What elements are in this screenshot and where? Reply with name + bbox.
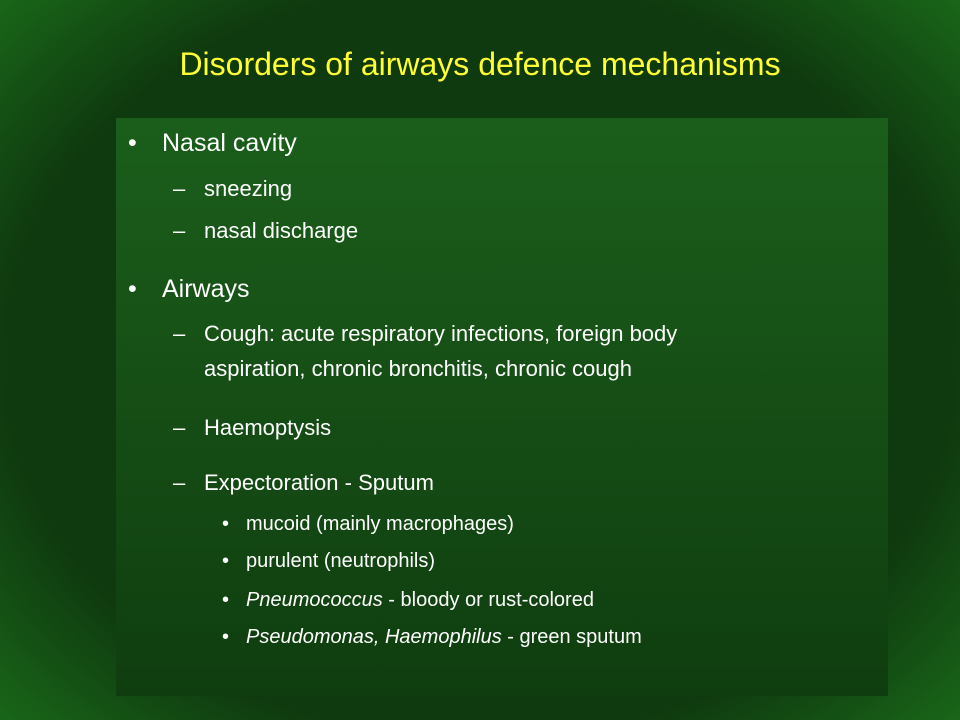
heading-nasal-cavity: Nasal cavity xyxy=(162,129,297,157)
sputum-pneumococcus xyxy=(246,589,594,612)
heading-airways: Airways xyxy=(162,275,250,303)
organism-pseudomonas: Pseudomonas, Haemophilus xyxy=(246,626,502,648)
bullet-nasal-cavity: • xyxy=(128,129,137,157)
slide-title: Disorders of airways defence mechanisms xyxy=(179,46,781,82)
item-haemoptysis: Haemoptysis xyxy=(204,415,332,440)
sputum-pseudomonas xyxy=(246,626,642,649)
item-cough-line2: aspiration, chronic bronchitis, chronic cough xyxy=(204,356,633,381)
item-expectoration: Expectoration - Sputum xyxy=(204,470,434,495)
organism-pneumococcus: Pneumococcus xyxy=(246,589,383,611)
content-panel xyxy=(116,118,888,696)
dash-cough: – xyxy=(173,321,186,346)
item-cough-line1: Cough: acute respiratory infections, foreign body xyxy=(204,321,678,346)
dash-sneezing: – xyxy=(173,176,186,201)
bullet-pseudomonas: • xyxy=(222,626,230,648)
sputum-purulent: purulent (neutrophils) xyxy=(246,550,435,572)
dash-expectoration: – xyxy=(173,470,186,495)
dash-nasal-discharge: – xyxy=(173,218,186,243)
bullet-mucoid: • xyxy=(222,513,230,535)
sputum-mucoid: mucoid (mainly macrophages) xyxy=(246,513,514,535)
description-pseudomonas: - green sputum xyxy=(501,626,642,648)
description-pneumococcus: - bloody or rust-colored xyxy=(382,589,594,611)
bullet-pneumococcus: • xyxy=(222,589,230,611)
dash-haemoptysis: – xyxy=(173,415,186,440)
bullet-airways: • xyxy=(128,275,137,303)
item-sneezing: sneezing xyxy=(204,176,293,201)
bullet-purulent: • xyxy=(222,550,230,572)
item-nasal-discharge: nasal discharge xyxy=(204,218,359,243)
